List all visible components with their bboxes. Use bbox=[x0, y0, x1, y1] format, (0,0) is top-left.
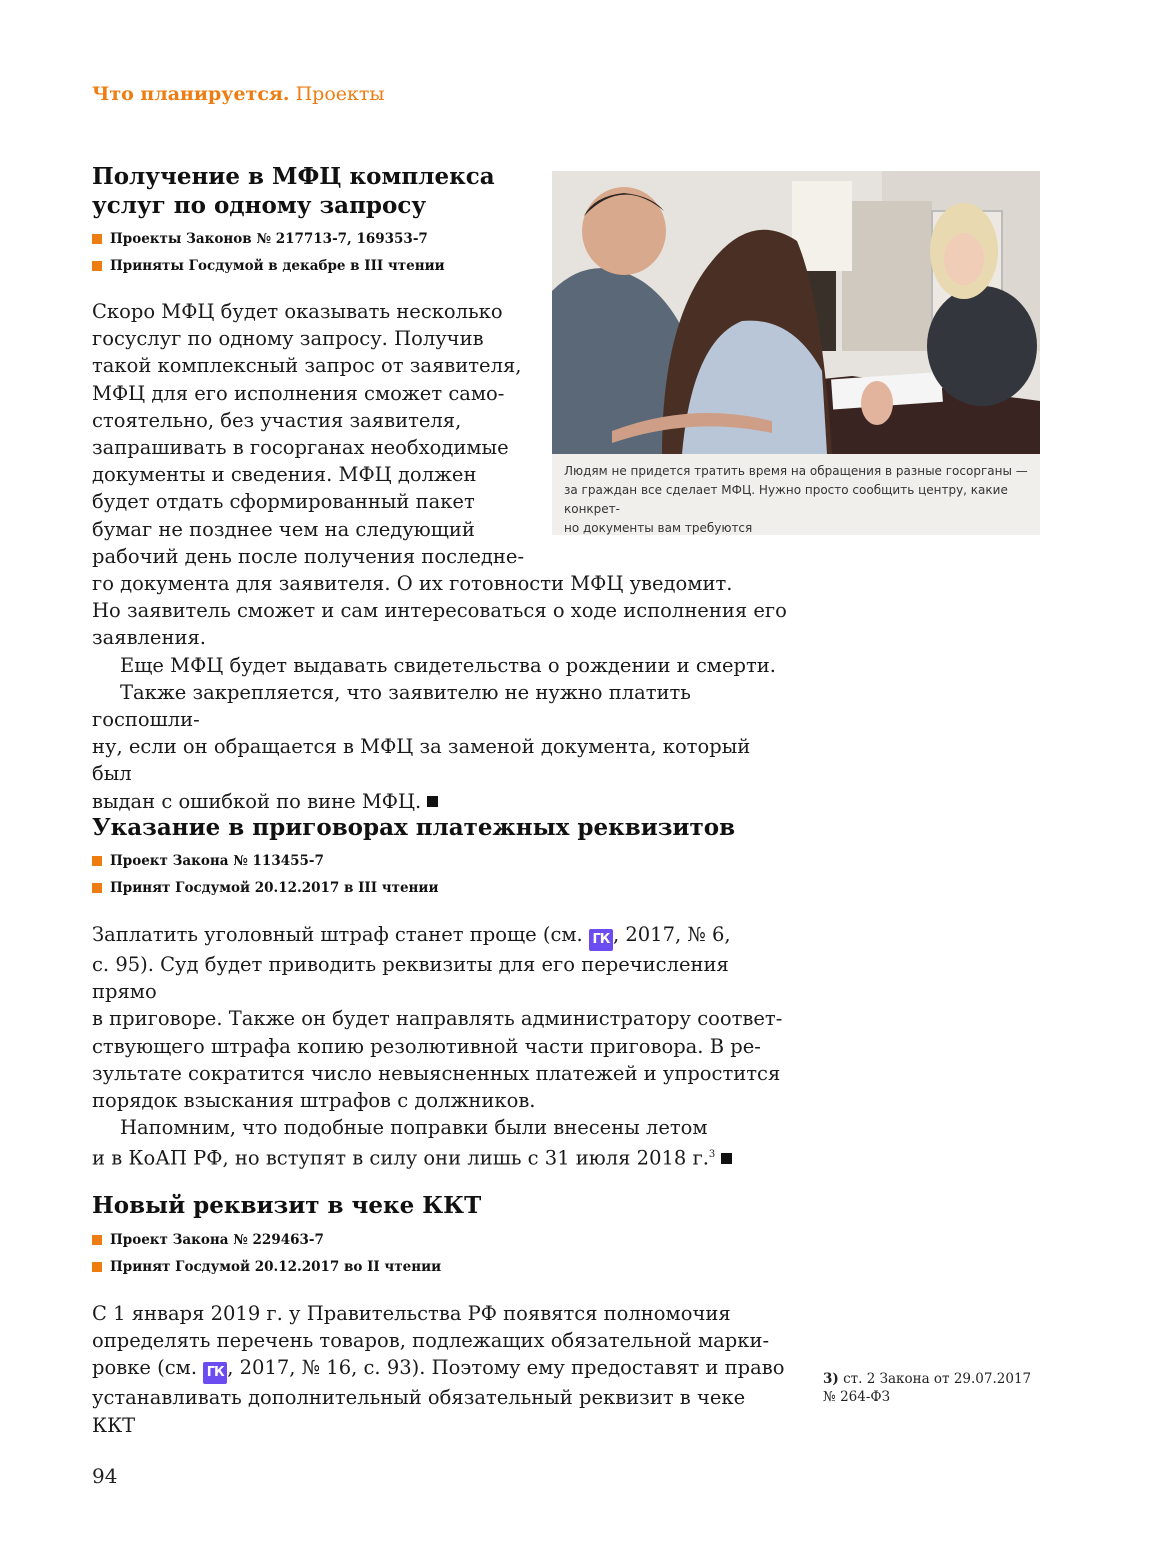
article1-meta-2: Приняты Госдумой в декабре в III чтении bbox=[92, 258, 445, 274]
bullet-square-icon bbox=[92, 1262, 102, 1272]
article1-title: Получение в МФЦ комплекса услуг по одному запросу bbox=[92, 163, 495, 219]
article1-body: Скоро МФЦ будет оказывать несколько госуслуг по одному запросу. Получив такой комплексный запрос от заявителя, МФЦ для его исполнения сможет само- стоятельно, без участия заявителя, запрашивать в госорганах необходимые документы и сведения. МФЦ должен будет отдать сформированный пакет бумаг не позднее чем на следующий рабочий день после получения последне- го документа для заявителя. О их готовности МФЦ уведомит. Но заявитель сможет и сам интересоваться о ходе исполнения его заявления. Еще МФЦ будет выдавать свидетельства о рождении и смерти. Также закрепляется, что заявителю не нужно платить госпошли- ну, если он обращается в МФЦ за заменой документа, который был выдан с ошибкой по вине МФЦ. bbox=[92, 300, 787, 813]
footnote-ref[interactable]: 3 bbox=[708, 1149, 716, 1161]
photo-figure bbox=[552, 171, 1040, 535]
bullet-square-icon bbox=[92, 1235, 102, 1245]
footnote-number: 3) bbox=[823, 1371, 839, 1387]
article2-meta-1: Проект Закона № 113455-7 bbox=[92, 853, 324, 869]
section-title: Что планируется. bbox=[92, 83, 290, 105]
article3-title: Новый реквизит в чеке ККТ bbox=[92, 1192, 482, 1219]
article2-meta-2: Принят Госдумой 20.12.2017 в III чтении bbox=[92, 880, 438, 896]
gk-journal-icon[interactable]: ГК bbox=[203, 1362, 227, 1384]
bullet-square-icon bbox=[92, 856, 102, 866]
photo-caption: Людям не придется тратить время на обращения в разные госорганы — за граждан все сделает МФЦ. Нужно просто сообщить центру, какие конкрет- но документы вам требуются bbox=[564, 464, 1028, 535]
article3-body: С 1 января 2019 г. у Правительства РФ появятся полномочия определять перечень товаров, подлежащих обязательной марки- ровке (см. ГК , 2017, № 16, с. 93). Поэтому ему предоставят и право устанавливать дополнительный обязательный реквизит в чеке ККТ bbox=[92, 1302, 785, 1437]
end-of-article-mark bbox=[721, 1153, 732, 1164]
page-number: 94 bbox=[92, 1464, 118, 1488]
article3-meta-1: Проект Закона № 229463-7 bbox=[92, 1232, 324, 1248]
gk-journal-icon[interactable]: ГК bbox=[589, 929, 613, 951]
office-consultation-photo bbox=[552, 171, 1040, 454]
article2-title: Указание в приговорах платежных реквизитов bbox=[92, 814, 736, 841]
bullet-square-icon bbox=[92, 234, 102, 244]
end-of-article-mark bbox=[427, 796, 438, 807]
article3-meta-2: Принят Госдумой 20.12.2017 во II чтении bbox=[92, 1259, 441, 1275]
bullet-square-icon bbox=[92, 261, 102, 271]
article2-body: Заплатить уголовный штраф станет проще (см. ГК , 2017, № 6, с. 95). Суд будет приводить реквизиты для его перечисления прямо в приговоре. Также он будет направлять администратору соответ- ствующего штрафа копию резолютивной части приговора. В ре- зультате сократится число невыясненных платежей и упростится порядок взыскания штрафов с должников. Напомним, что подобные поправки были внесены летом и в КоАП РФ, но вступят в силу они лишь с 31 июля 2018 г.$^3$ bbox=[92, 923, 783, 1170]
section-subtitle: Проекты bbox=[295, 83, 385, 105]
running-head bbox=[92, 83, 385, 105]
bullet-square-icon bbox=[92, 883, 102, 893]
footnote: 3) ст. 2 Закона от 29.07.2017 № 264-ФЗ bbox=[823, 1371, 1032, 1405]
article1-meta-1: Проекты Законов № 217713-7, 169353-7 bbox=[92, 231, 428, 247]
